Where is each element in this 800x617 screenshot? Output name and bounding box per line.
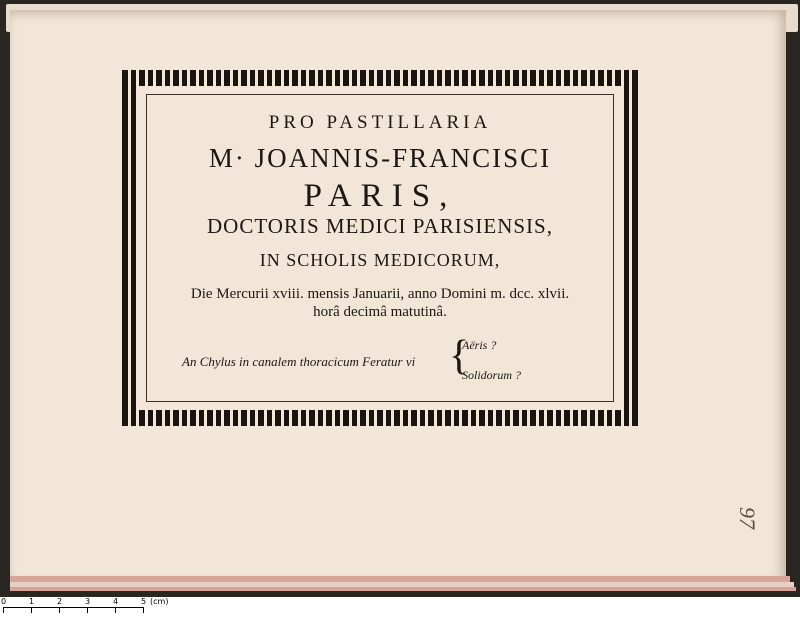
scale-bar: [3, 607, 143, 608]
option-aeris: Aëris ?: [462, 338, 497, 352]
scale-label: 5: [141, 597, 147, 606]
scale-label: 2: [57, 597, 63, 606]
scale-label: 4: [113, 597, 119, 606]
time-line: horâ decimâ matutinâ.: [313, 304, 447, 320]
scale-label: 1: [29, 597, 35, 606]
scale-tick: [31, 607, 32, 613]
folio-number: 97: [735, 507, 760, 529]
heading-title: DOCTORIS MEDICI PARISIENSIS,: [207, 214, 553, 238]
heading-name: M· JOANNIS-FRANCISCI: [208, 143, 552, 173]
scale-tick: [3, 607, 4, 613]
page-edges-3: [10, 587, 796, 591]
measurement-scale: [0, 597, 800, 617]
scale-tick: [115, 607, 116, 613]
date-line: Die Mercurii xviii. mensis Januarii, anno Domini m. dcc. xlvii.: [190, 286, 570, 302]
scale-tick: [143, 607, 144, 613]
heading-surname: PARIS,: [303, 178, 457, 214]
scale-label: 3: [85, 597, 91, 606]
scale-unit: (cm): [150, 597, 169, 606]
thesis-question: An Chylus in canalem thoracicum Feratur vi: [182, 354, 416, 369]
scale-label: 0: [1, 597, 7, 606]
scale-tick: [87, 607, 88, 613]
heading-location: IN SCHOLIS MEDICORUM,: [259, 250, 501, 270]
option-solidorum: Solidorum ?: [462, 368, 522, 382]
heading-pro-pastillaria: PRO PASTILLARIA: [268, 112, 492, 133]
brace-glyph: {: [449, 333, 470, 379]
scale-tick: [59, 607, 60, 613]
